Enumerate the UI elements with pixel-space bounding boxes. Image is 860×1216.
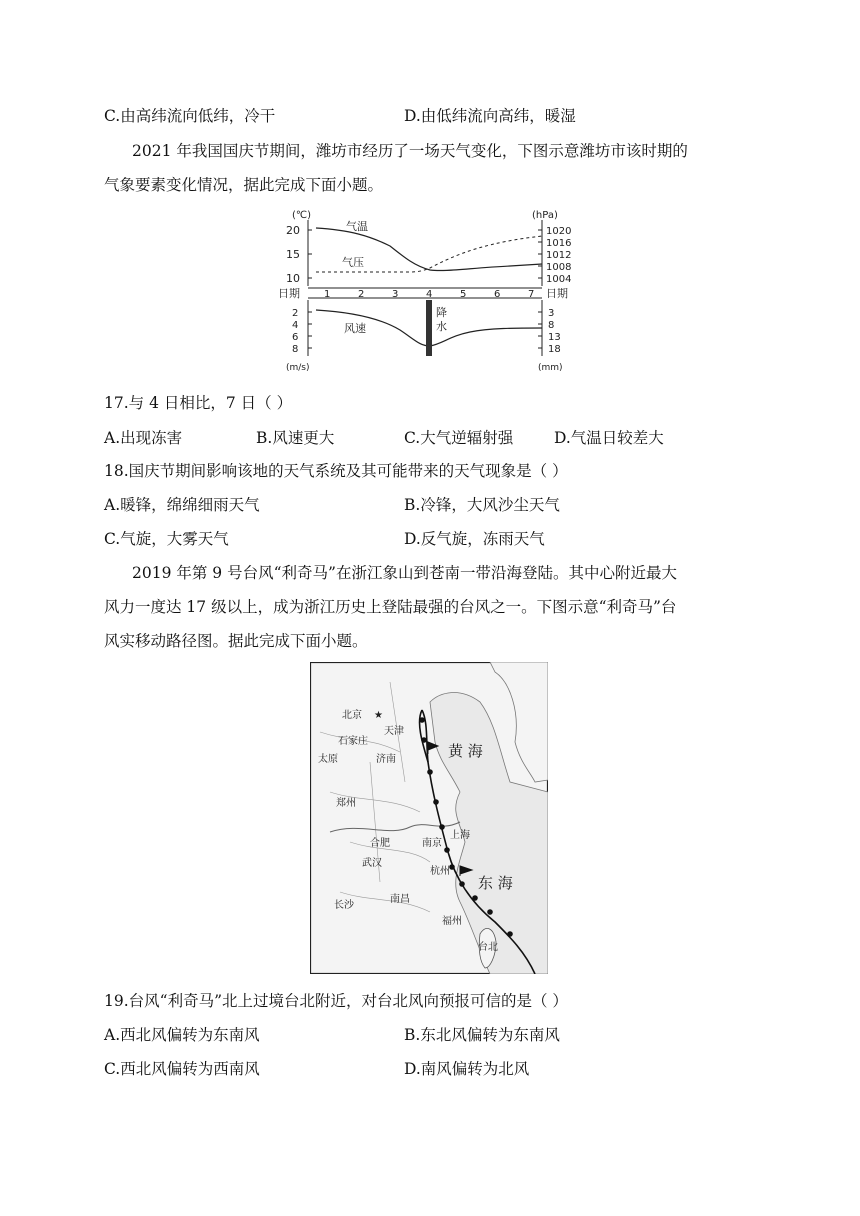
day-1: 1	[324, 289, 331, 300]
day-5: 5	[460, 289, 467, 300]
track-point	[444, 847, 450, 853]
track-point	[421, 737, 427, 743]
q17-option-b: B.风速更大	[256, 429, 335, 447]
pressure-tick-1008: 1008	[546, 262, 572, 273]
temp-tick-15: 15	[286, 248, 300, 261]
city-hefei: 合肥	[370, 838, 390, 849]
precip-label-2: 水	[436, 320, 447, 333]
city-nanjing: 南京	[422, 838, 442, 849]
track-point	[487, 909, 493, 915]
track-point	[419, 717, 425, 723]
city-changsha: 长沙	[334, 900, 354, 911]
q18-stem: 18.国庆节期间影响该地的天气系统及其可能带来的天气现象是（ ）	[104, 462, 568, 480]
pressure-label: 气压	[342, 256, 364, 269]
city-fuzhou: 福州	[442, 916, 462, 927]
precip-tick-3: 3	[548, 308, 555, 319]
intro2-line1: 2019 年第 9 号台风“利奇马”在浙江象山到苍南一带沿海登陆。其中心附近最大	[132, 564, 677, 582]
intro1-line2: 气象要素变化情况，据此完成下面小题。	[104, 176, 384, 194]
q16-option-c: C.由高纬流向低纬，冷干	[104, 107, 276, 125]
temp-tick-20: 20	[286, 224, 300, 237]
wind-label: 风速	[344, 322, 366, 335]
intro1-line1: 2021 年我国国庆节期间，潍坊市经历了一场天气变化，下图示意潍坊市该时期的	[132, 142, 688, 160]
q19-option-d: D.南风偏转为北风	[404, 1060, 530, 1078]
track-point	[459, 881, 465, 887]
q19-option-a: A.西北风偏转为东南风	[104, 1026, 260, 1044]
city-taibei: 台北	[478, 942, 498, 953]
pressure-tick-1012: 1012	[546, 250, 572, 261]
city-jinan: 济南	[376, 754, 396, 765]
capital-star-icon: ★	[374, 710, 383, 721]
city-shijiazhuang: 石家庄	[338, 736, 368, 747]
wind-unit: (m/s)	[286, 363, 310, 373]
date-axis-label-left: 日期	[278, 287, 300, 300]
q16-option-d: D.由低纬流向高纬，暖湿	[404, 107, 576, 125]
pressure-tick-1016: 1016	[546, 238, 572, 249]
day-6: 6	[494, 289, 501, 300]
city-wuhan: 武汉	[362, 858, 382, 869]
track-point	[472, 895, 478, 901]
city-shanghai: 上海	[450, 830, 470, 841]
track-point	[439, 824, 445, 830]
day-3: 3	[392, 289, 399, 300]
precip-tick-8: 8	[548, 320, 555, 331]
track-point	[449, 864, 455, 870]
q17-option-d: D.气温日较差大	[554, 429, 664, 447]
date-axis-label-right: 日期	[546, 287, 568, 300]
temp-unit: (℃)	[292, 210, 312, 221]
q18-option-c: C.气旋，大雾天气	[104, 530, 229, 548]
day-7: 7	[528, 289, 535, 300]
track-point	[433, 799, 439, 805]
track-point	[427, 769, 433, 775]
intro2-line3: 风实移动路径图。据此完成下面小题。	[104, 632, 368, 650]
city-nanchang: 南昌	[390, 894, 410, 905]
city-tianjin: 天津	[384, 726, 404, 737]
q19-option-c: C.西北风偏转为西南风	[104, 1060, 260, 1078]
city-taiyuan: 太原	[318, 754, 338, 765]
day-2: 2	[358, 289, 365, 300]
precip-unit: (mm)	[538, 363, 563, 373]
day-4: 4	[426, 289, 433, 300]
q18-option-d: D.反气旋，冻雨天气	[404, 530, 545, 548]
track-point	[507, 931, 513, 937]
pressure-tick-1020: 1020	[546, 226, 572, 237]
precip-bar-day4	[426, 300, 432, 356]
weather-elements-figure	[270, 206, 590, 376]
precip-tick-18: 18	[548, 344, 561, 355]
precip-tick-13: 13	[548, 332, 561, 343]
typhoon-track-map	[310, 662, 548, 974]
wind-tick-4: 4	[292, 320, 299, 331]
q19-stem: 19.台风“利奇马”北上过境台北附近，对台北风向预报可信的是（ ）	[104, 992, 568, 1010]
wind-tick-2: 2	[292, 308, 299, 319]
intro2-line2: 风力一度达 17 级以上，成为浙江历史上登陆最强的台风之一。下图示意“利奇马”台	[104, 598, 677, 616]
q17-option-a: A.出现冻害	[104, 429, 183, 447]
temp-tick-10: 10	[286, 272, 300, 285]
precip-label-1: 降	[436, 306, 447, 319]
q17-option-c: C.大气逆辐射强	[404, 429, 514, 447]
sea-east: 东 海	[478, 874, 513, 892]
city-beijing: 北京	[342, 710, 362, 721]
pressure-unit: (hPa)	[532, 210, 558, 221]
city-zhengzhou: 郑州	[336, 798, 356, 809]
wind-tick-8: 8	[292, 344, 299, 355]
temp-label: 气温	[346, 220, 368, 233]
city-hangzhou: 杭州	[430, 866, 450, 877]
sea-yellow: 黄 海	[448, 742, 483, 760]
q19-option-b: B.东北风偏转为东南风	[404, 1026, 560, 1044]
q18-option-b: B.冷锋，大风沙尘天气	[404, 496, 560, 514]
pressure-tick-1004: 1004	[546, 274, 572, 285]
q17-stem: 17.与 4 日相比，7 日（ ）	[104, 394, 293, 412]
q18-option-a: A.暖锋，绵绵细雨天气	[104, 496, 260, 514]
wind-tick-6: 6	[292, 332, 299, 343]
